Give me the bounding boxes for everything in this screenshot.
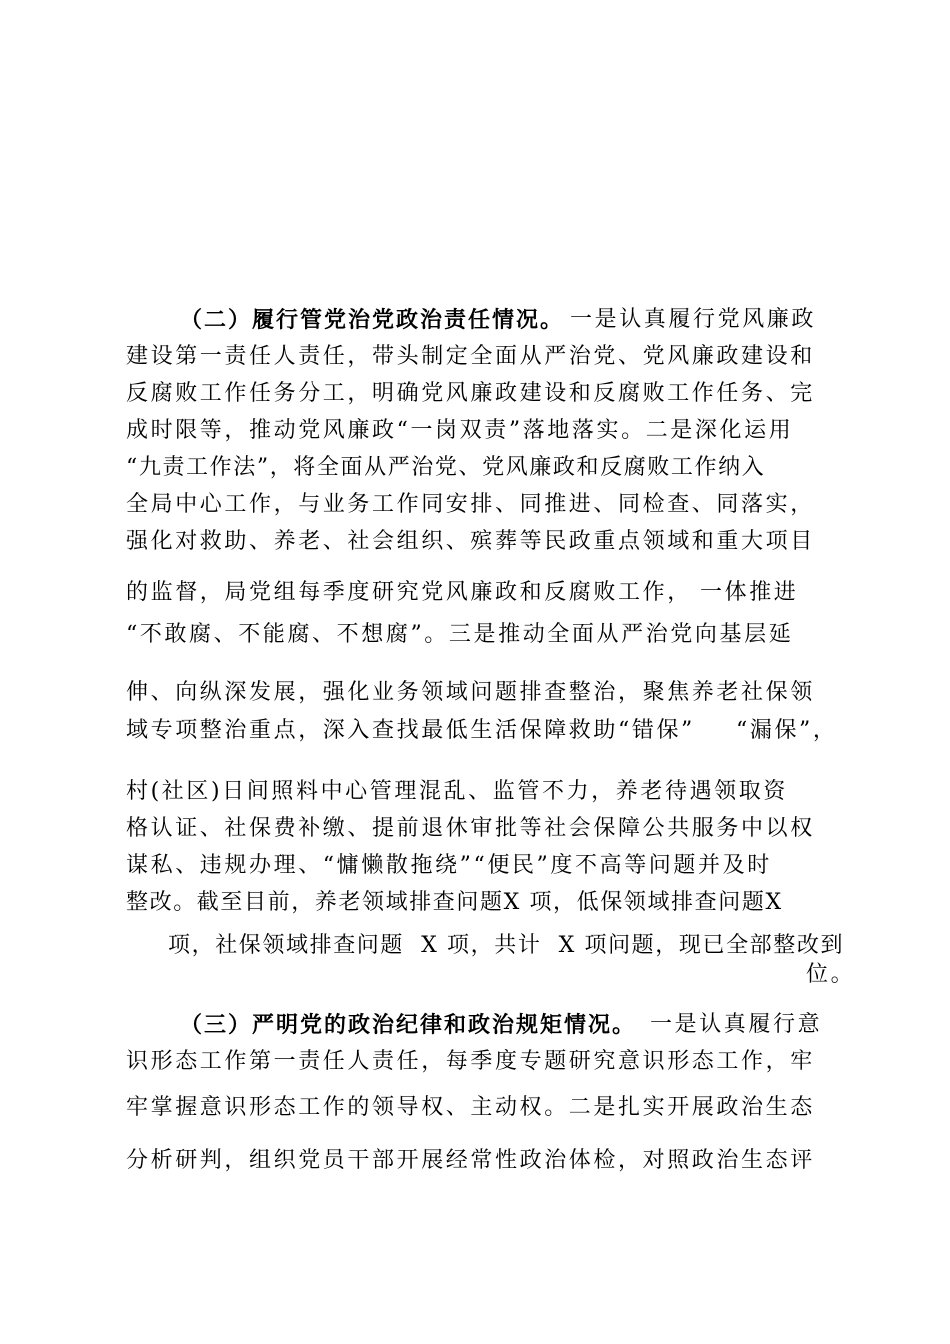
paragraph-line: 分析研判，组织党员干部开展经常性政治体检，对照政治生态评 [126, 1148, 815, 1173]
paragraph-line: 伸、向纵深发展，强化业务领域问题排查整治，聚焦养老社保领 [126, 680, 815, 705]
paragraph-line: 强化对救助、养老、社会组织、殡葬等民政重点领域和重大项目 [126, 529, 815, 554]
paragraph-line: “九责工作法”，将全面从严治党、党风廉政和反腐败工作纳入 [126, 455, 766, 480]
paragraph-line: 一是认真履行意 [650, 1012, 823, 1037]
paragraph-line: 格认证、社保费补缴、提前退休审批等社会保障公共服务中以权 [126, 816, 815, 841]
section-heading-2: （二）履行管党治党政治责任情况。 [180, 307, 565, 333]
paragraph-line: 全局中心工作，与业务工作同安排、同推进、同检查、同落实， [126, 492, 815, 517]
paragraph-line: 谋私、违规办理、“慵懒散拖绕”“便民”度不高等问题并及时 [126, 853, 772, 878]
paragraph-line: 牢掌握意识形态工作的领导权、主动权。二是扎实开展政治生态 [126, 1095, 815, 1120]
paragraph-line: 建设第一责任人责任，带头制定全面从严治党、党风廉政建设和 [126, 344, 815, 369]
paragraph-line: “不敢腐、不能腐、不想腐”。三是推动全面从严治党向基层延 [126, 622, 794, 647]
paragraph-line: 反腐败工作任务分工，明确党风廉政建设和反腐败工作任务、完 [126, 381, 815, 406]
paragraph-line: 一体推进 [700, 580, 799, 605]
paragraph-line: 村(社区)日间照料中心管理混乱、监管不力，养老待遇领取资 [126, 779, 788, 804]
paragraph-line: 成时限等，推动党风廉政“一岗双责”落地落实。二是深化运用 [126, 418, 794, 443]
paragraph-line: 项，社保领域排查问题 X 项，共计 X 项问题，现已全部整改到 [168, 933, 845, 958]
paragraph-line: 识形态工作第一责任人责任，每季度专题研究意识形态工作，牢 [126, 1049, 815, 1074]
paragraph-line: “漏保”， [736, 718, 838, 743]
paragraph-line: 域专项整治重点，深入查找最低生活保障救助“错保” [126, 718, 695, 743]
paragraph-line: 的监督，局党组每季度研究党风廉政和反腐败工作， [126, 580, 692, 605]
paragraph-line: 整改。截至目前，养老领域排查问题X 项，低保领域排查问题X [126, 890, 783, 915]
paragraph-line: 位。 [806, 962, 856, 987]
section-heading-3: （三）严明党的政治纪律和政治规矩情况。 [180, 1012, 637, 1038]
paragraph-line: 一是认真履行党风廉政 [570, 307, 817, 332]
